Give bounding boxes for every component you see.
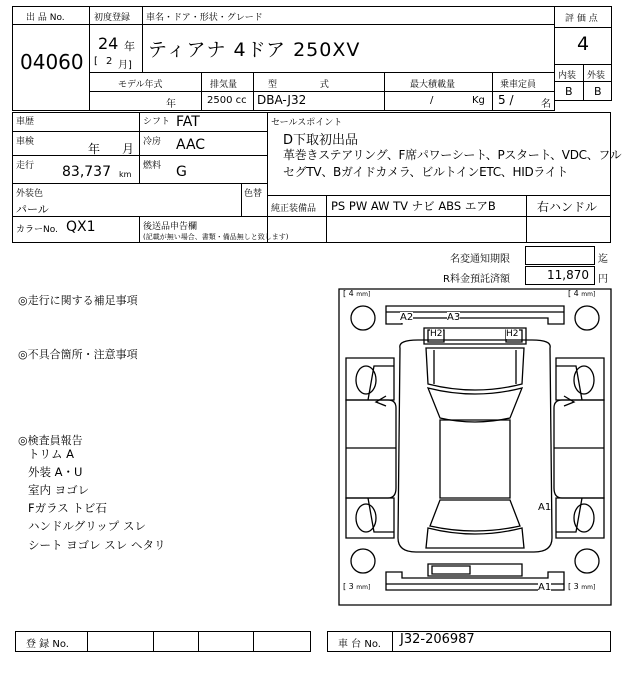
model-year-unit: 年 — [166, 99, 176, 110]
damage-mark-a1-rear: A1 — [538, 582, 552, 593]
color-change-label: 色替 — [244, 189, 263, 199]
mileage-value: 83,737 — [62, 164, 111, 180]
damage-mark-a3: A3 — [447, 312, 461, 323]
sales-point-label: セールスポイント — [271, 118, 343, 128]
driving-notes-label: ◎走行に関する補足事項 — [18, 294, 138, 307]
name-change-label: 名変通知期限 — [450, 254, 510, 265]
aircon-value: AAC — [176, 137, 206, 153]
interior-grade-label: 内装 — [558, 71, 577, 81]
car-name: ティアナ 4ドア 250XV — [148, 39, 361, 61]
damage-mark-h2-right: H2 — [506, 329, 519, 339]
documents-note: (記載が無い場合、書類・備品無しと致します) — [143, 233, 289, 241]
tire-front-left — [351, 306, 375, 330]
max-load-unit: Kg — [472, 95, 485, 106]
tire-rear-left — [351, 549, 375, 573]
tread-rear-right-value: [ 3 — [568, 582, 582, 591]
documents-label: 後送品申告欄 — [143, 222, 198, 232]
inspector-line-1: トリム A — [28, 447, 75, 461]
fuel-label: 燃料 — [143, 161, 162, 171]
sales-point-line-1: D下取初出品 — [283, 133, 359, 148]
inspector-line-3: 室内 ヨゴレ — [28, 483, 90, 497]
inspector-line-2: 外装 A・U — [28, 465, 83, 479]
interior-grade: B — [565, 85, 573, 98]
lot-label: 出 品 No. — [26, 13, 65, 23]
capacity-unit: 名 — [541, 99, 551, 110]
recycle-amount: 11,870 — [547, 268, 589, 282]
car-name-label: 車名・ドア・形状・グレード — [146, 13, 263, 23]
exterior-color-label: 外装色 — [16, 189, 44, 199]
aircon-label: 冷房 — [143, 137, 162, 147]
inspection-label: 車検 — [16, 137, 35, 147]
inspector-line-6: シート ヨゴレ スレ ヘタリ — [28, 538, 166, 552]
shift-value: FAT — [176, 114, 200, 130]
equipment-label: 純正装備品 — [271, 204, 317, 214]
displacement: 2500 cc — [207, 95, 247, 106]
tread-front-left — [343, 289, 370, 298]
color-no-value: QX1 — [66, 219, 96, 235]
tread-rear-left — [343, 582, 370, 591]
capacity: 5 / — [498, 93, 514, 107]
max-load-label: 最大積載量 — [410, 80, 456, 90]
equipment-items: PS PW AW TV ナビ ABS エアB — [331, 199, 496, 213]
inspector-report-label: ◎検査員報告 — [18, 434, 83, 447]
history-label: 車歴 — [16, 117, 35, 127]
damage-mark-h2-left: H2 — [430, 329, 443, 339]
defects-label: ◎不具合箇所・注意事項 — [18, 348, 138, 361]
mileage-unit: km — [119, 170, 132, 179]
recycle-unit: 円 — [598, 274, 608, 285]
tread-front-right — [568, 289, 595, 298]
capacity-label: 乗車定員 — [500, 80, 537, 90]
overall-grade: 4 — [577, 33, 590, 55]
model-year-label: モデル年式 — [118, 80, 163, 90]
chassis-no-label: 車 台 No. — [338, 639, 381, 650]
grade-label: 評 価 点 — [565, 14, 598, 24]
damage-mark-a1-side: A1 — [538, 502, 552, 513]
tire-front-right — [575, 306, 599, 330]
sales-point-line-2: 革巻きステアリング、F席パワーシート、Pスタート、VDC、フル — [283, 148, 622, 162]
car-damage-diagram — [338, 288, 612, 606]
exterior-color-value: パール — [16, 203, 49, 216]
reg-year-unit: 年 — [124, 40, 135, 53]
tread-rear-left-value: [ 3 — [343, 582, 357, 591]
lot-number: 04060 — [20, 50, 84, 74]
tread-front-left-unit: mm] — [356, 291, 371, 298]
tread-rear-right-unit: mm] — [581, 584, 596, 591]
fuel-value: G — [176, 164, 187, 180]
steering-side: 右ハンドル — [537, 200, 598, 214]
registration-no-label: 登 録 No. — [26, 639, 69, 650]
tread-front-right-unit: mm] — [581, 291, 596, 298]
recycle-label: R料金預託済額 — [443, 274, 510, 285]
inspection-year: 年 — [88, 142, 101, 156]
exterior-grade: B — [594, 85, 602, 98]
mileage-label: 走行 — [16, 161, 35, 171]
reg-month-unit: 月] — [118, 60, 132, 71]
name-change-unit: 迄 — [598, 254, 608, 265]
reg-year: 24 — [98, 34, 119, 53]
damage-mark-a2: A2 — [400, 312, 414, 323]
reg-month: 2 — [106, 56, 113, 67]
shift-label: シフト — [143, 117, 171, 127]
exterior-grade-label: 外装 — [587, 71, 606, 81]
model-code: DBA-J32 — [257, 93, 307, 107]
first-reg-label: 初度登録 — [94, 13, 131, 23]
displacement-label: 排気量 — [210, 80, 238, 90]
model-label: 型 式 — [268, 80, 329, 90]
reg-month-open: [ — [94, 56, 98, 67]
tread-front-left-value: [ 4 — [343, 289, 357, 298]
inspector-line-5: ハンドルグリップ スレ — [28, 519, 146, 533]
tread-front-right-value: [ 4 — [568, 289, 582, 298]
inspection-month: 月 — [122, 142, 135, 156]
color-no-label: カラーNo. — [16, 225, 58, 235]
tread-rear-left-unit: mm] — [356, 584, 371, 591]
inspector-line-4: Fガラス トビ石 — [28, 501, 107, 515]
chassis-no-value: J32-206987 — [400, 632, 475, 647]
max-load-slash: / — [430, 95, 434, 106]
tread-rear-right — [568, 582, 595, 591]
sales-point-line-3: セグTV、Bガイドカメラ、ビルトインETC、HIDライト — [283, 165, 569, 179]
tire-rear-right — [575, 549, 599, 573]
